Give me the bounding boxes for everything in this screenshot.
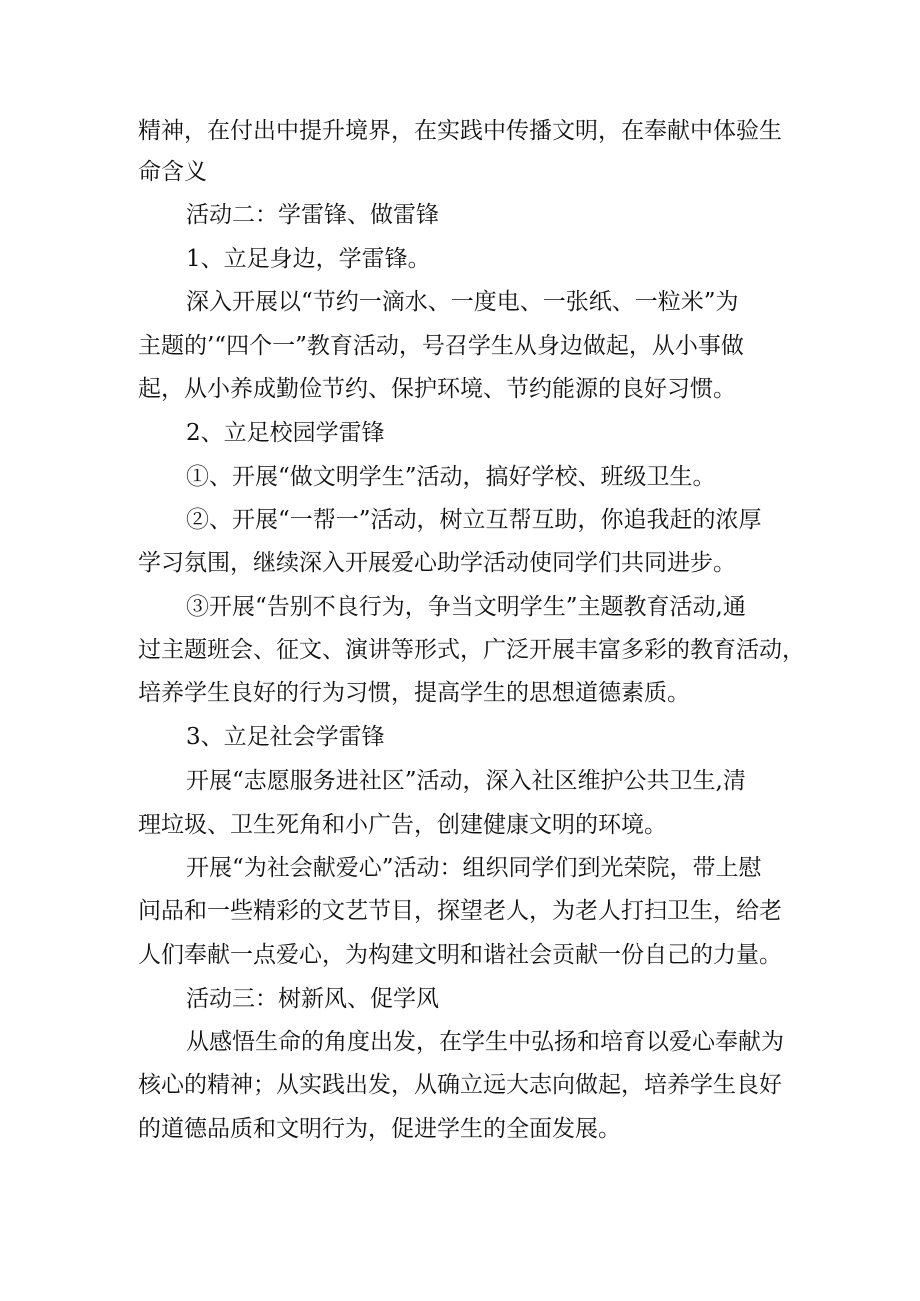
section-heading: 活动三：树新风、促学风 bbox=[186, 986, 439, 1012]
subsection-heading: 3、立足社会学雷锋 bbox=[186, 724, 385, 750]
text-line: 命含义 bbox=[138, 159, 207, 185]
text-line: ①、开展“做文明学生”活动，搞好学校、班级卫生。 bbox=[186, 464, 716, 490]
text-line: 培养学生良好的行为习惯，提高学生的思想道德素质。 bbox=[138, 680, 690, 706]
text-line: 学习氛围，继续深入开展爱心助学活动使同学们共同进步。 bbox=[138, 550, 736, 576]
text-line: 从感悟生命的角度出发，在学生中弘扬和培育以爱心奉献为 bbox=[186, 1029, 784, 1055]
text-line: 理垃圾、卫生死角和小广告，创建健康文明的环境。 bbox=[138, 812, 667, 838]
text-line: 的道德品质和文明行为，促进学生的全面发展。 bbox=[138, 1116, 621, 1142]
text-line: 深入开展以“节约一滴水、一度电、一张纸、一粒米”为 bbox=[186, 289, 739, 315]
text-line: 精神，在付出中提升境界，在实践中传播文明，在奉献中体验生 bbox=[138, 118, 782, 144]
subsection-heading: 1、立足身边，学雷锋。 bbox=[186, 246, 431, 272]
text-line: ③开展“告别不良行为，争当文明学生”主题教育活动,通 bbox=[186, 594, 746, 620]
text-line: 主题的’“四个一”教育活动，号召学生从身边做起，从小事做 bbox=[138, 333, 744, 359]
text-line: 问品和一些精彩的文艺节目，探望老人，为老人打扫卫生，给老 bbox=[138, 898, 782, 924]
text-line: 人们奉献一点爱心，为构建文明和谐社会贡献一份自己的力量。 bbox=[138, 942, 782, 968]
text-line: ②、开展“一帮一”活动，树立互帮互助，你追我赶的浓厚 bbox=[186, 507, 762, 533]
section-heading: 活动二：学雷锋、做雷锋 bbox=[186, 202, 439, 228]
text-line: 开展“为社会献爱心”活动：组织同学们到光荣院，带上慰 bbox=[186, 855, 762, 881]
text-line: 起，从小养成勤俭节约、保护环境、节约能源的良好习惯。 bbox=[138, 376, 736, 402]
text-line: 核心的精神；从实践出发，从确立远大志向做起，培养学生良好 bbox=[138, 1072, 782, 1098]
text-line: 开展“志愿服务进社区”活动，深入社区维护公共卫生,清 bbox=[186, 768, 746, 794]
text-line: 过主题班会、征文、演讲等形式，广泛开展丰富多彩的教育活动， bbox=[138, 637, 805, 663]
subsection-heading: 2、立足校园学雷锋 bbox=[186, 420, 385, 446]
